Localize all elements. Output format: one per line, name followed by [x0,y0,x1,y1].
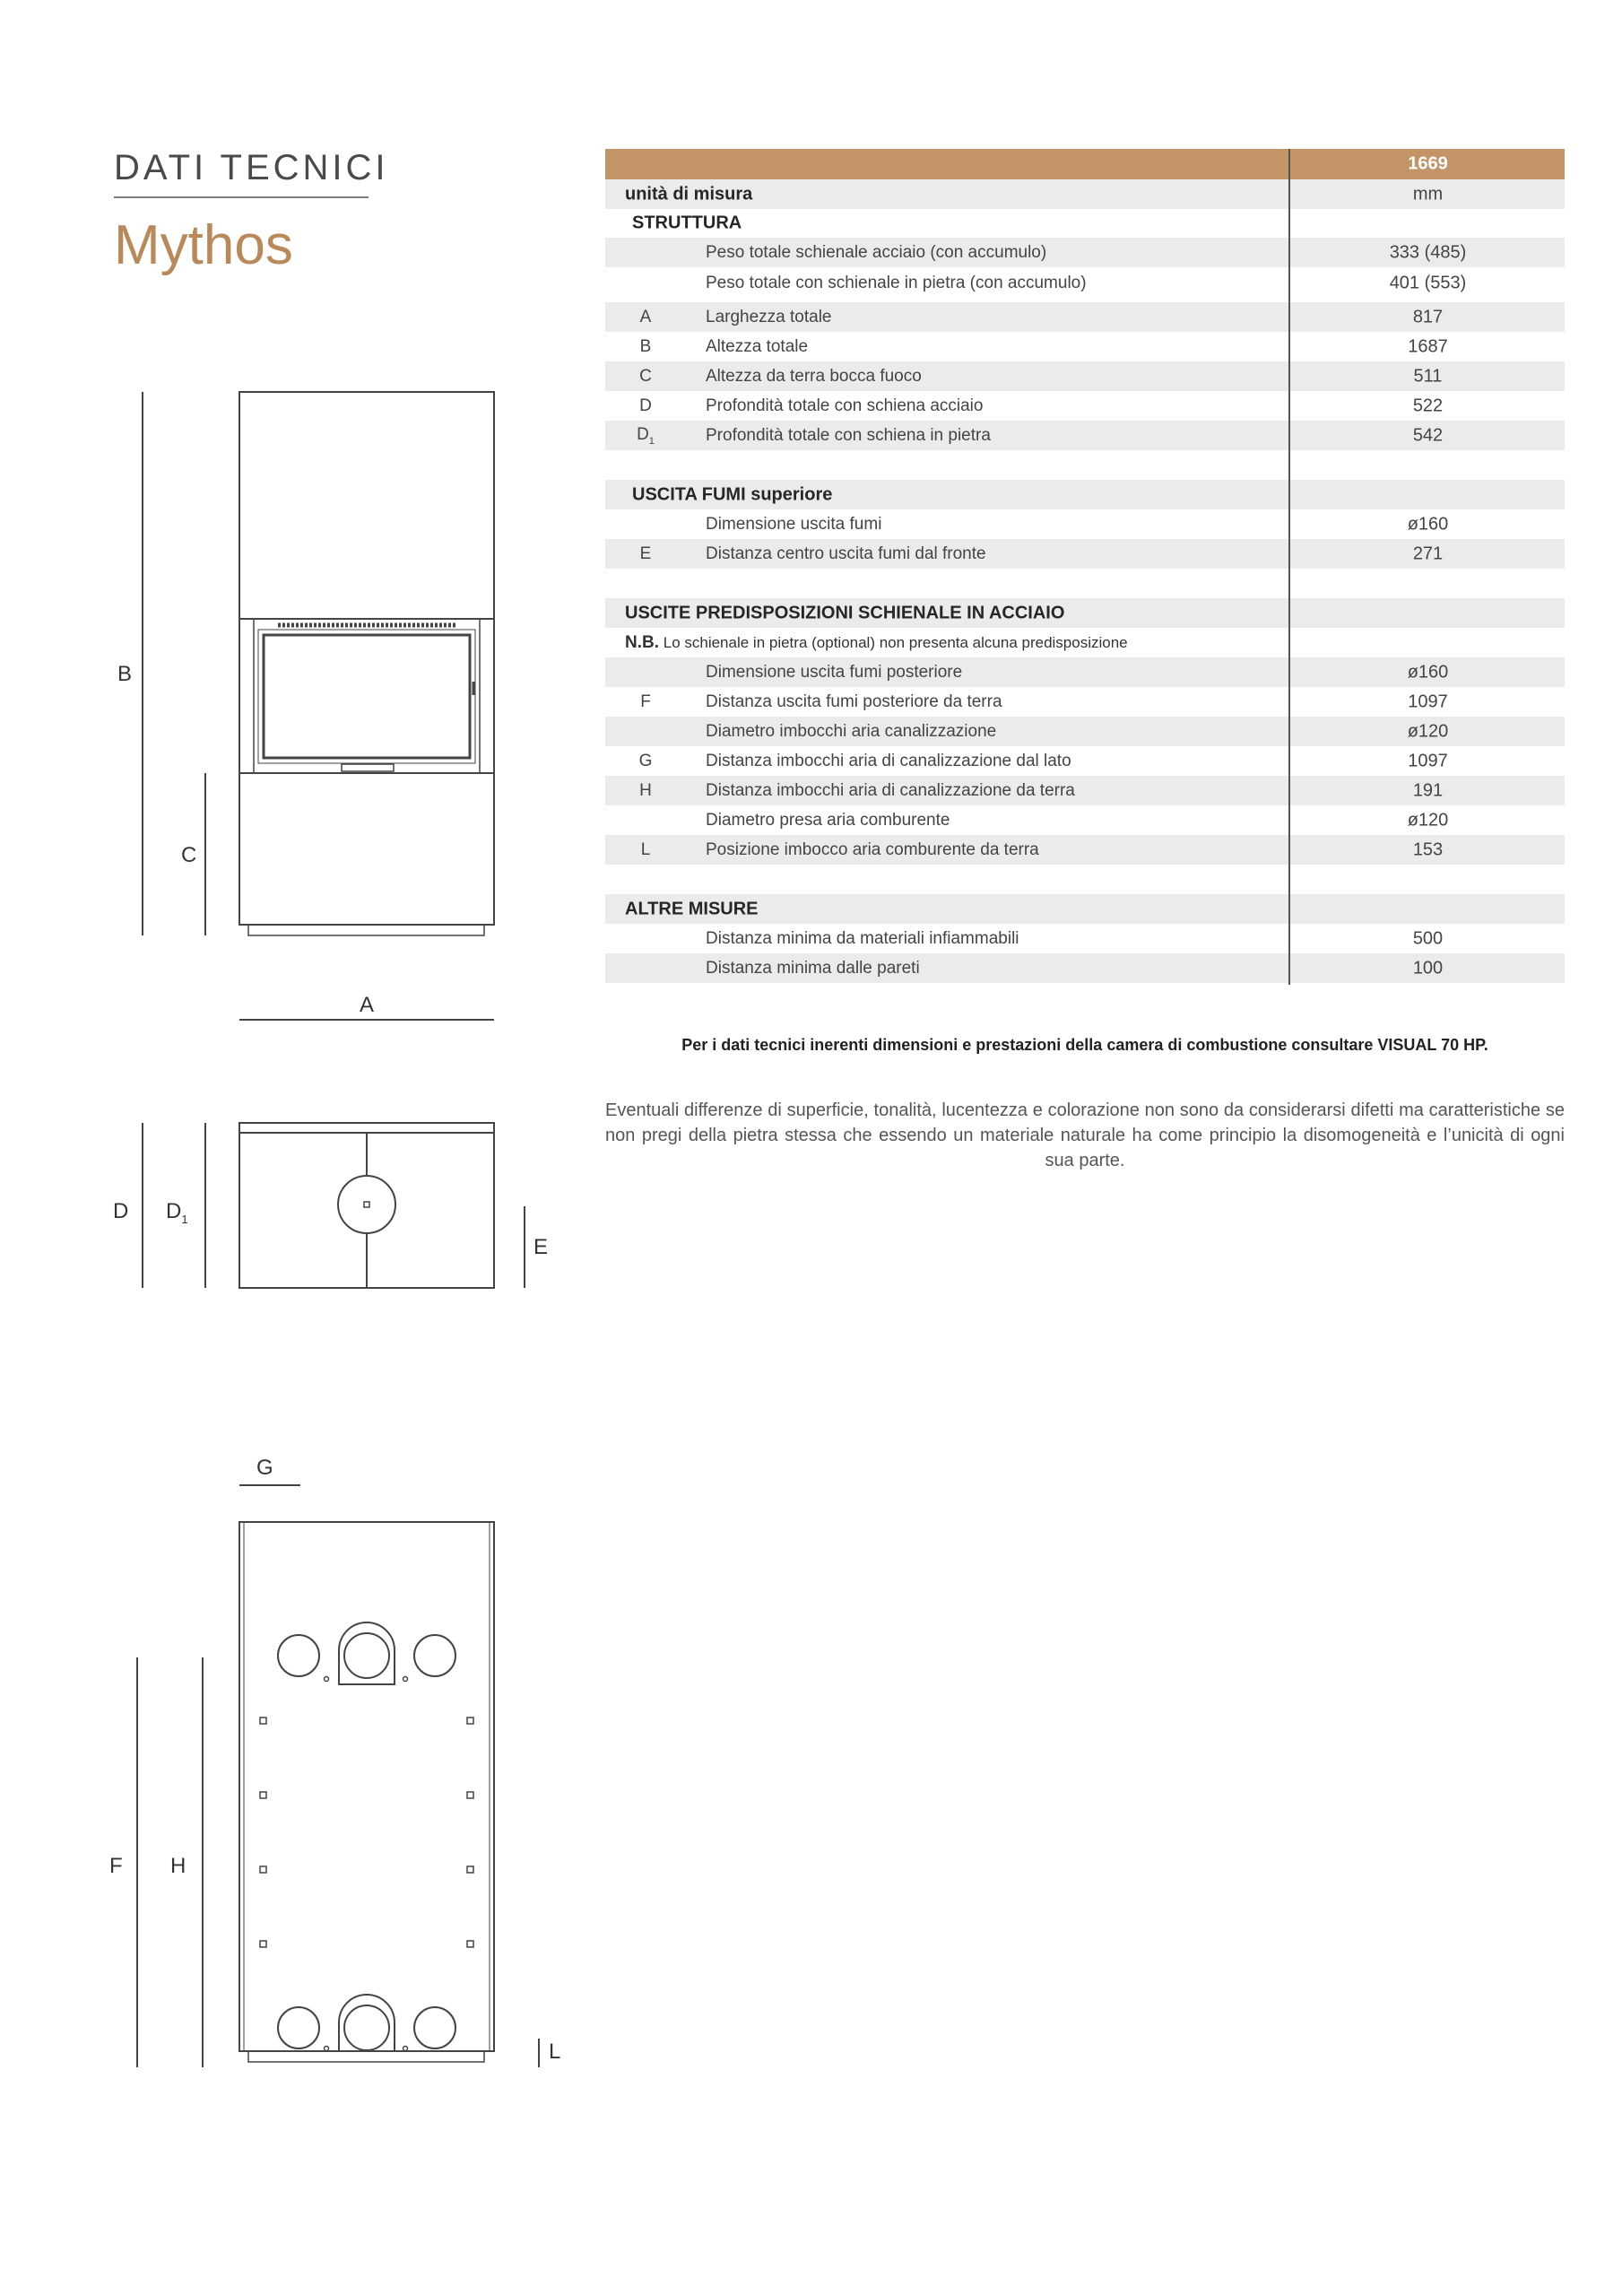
table-row [605,238,1565,267]
section-altre-misure [605,894,1565,924]
row-label: Diametro imbocchi aria canalizzazione [706,721,997,741]
row-label: Distanza centro uscita fumi dal fronte [706,544,986,563]
table-row [605,687,1565,717]
note [625,633,1128,653]
section-title-struttura: STRUTTURA [632,213,742,232]
row-value: 542 [1412,425,1444,445]
section-title-uscite-predisposizioni: USCITE PREDISPOSIZIONI SCHIENALE IN ACCIAIO [625,603,1065,622]
row-label: Distanza imbocchi aria di canalizzazione da terra [706,780,1075,800]
row-label: Distanza imbocchi aria di canalizzazione dal lato [706,751,1071,770]
row-code-d1: $D_1$ [637,424,655,447]
row-label: Diametro presa aria comburente [706,810,950,830]
row-value: 401 (553) [1389,273,1467,292]
footnote: Per i dati tecnici inerenti dimensioni e prestazioni della camera di combustione consultare VISUAL 70 HP. [681,1036,1488,1054]
table-row [605,332,1565,361]
section-title: DATI TECNICI [114,148,389,187]
row-value: 1097 [1408,691,1448,711]
unit-value: mm [1412,184,1444,204]
row-value: ø160 [1407,662,1449,682]
section-struttura [605,208,1565,238]
row-value: 1097 [1408,751,1448,770]
table-header-row [605,149,1565,179]
table-row [605,391,1565,421]
spacer-row [605,569,1565,598]
table-row [605,539,1565,569]
row-code: H [639,780,652,800]
row-code: A [639,307,652,326]
row-value: 191 [1412,780,1444,800]
note-row [605,628,1565,657]
row-value: 500 [1412,928,1444,948]
row-value: 333 (485) [1389,242,1467,262]
row-code: L [640,839,651,859]
note-text: Lo schienale in pietra (optional) non presenta alcuna predisposizione [663,633,1128,651]
table-row [605,835,1565,865]
row-code: B [639,336,652,356]
row-code: E [639,544,652,563]
row-code: C [639,366,652,386]
dim-label-l: L [549,2039,561,2064]
dim-label-d: D [113,1199,129,1223]
front-view-outline [239,392,494,925]
row-label: Altezza totale [706,336,809,356]
row-code: G [638,751,653,770]
spacer-row [605,450,1565,480]
row-label: Posizione imbocco aria comburente da terra [706,839,1039,859]
row-value: 511 [1413,366,1443,386]
table-row [605,268,1565,298]
dim-label-b: B [117,662,133,686]
dim-label-g: G [256,1456,273,1480]
dim-label-c: C [181,843,197,867]
row-label: Peso totale con schienale in pietra (con accumulo) [706,273,1087,292]
table-row [605,746,1565,776]
row-label: Larghezza totale [706,307,832,326]
table-row [605,924,1565,953]
section-title-uscita-fumi: USCITA FUMI superiore [632,484,833,504]
table-row [605,509,1565,539]
product-name: Mythos [114,214,293,276]
dim-label-e: E [533,1235,549,1259]
row-label: Profondità totale con schiena acciaio [706,396,984,415]
row-label: Distanza minima dalle pareti [706,958,920,978]
dim-label-h: H [170,1854,186,1878]
spacer-row [605,865,1565,894]
dim-label-d1 [166,1199,188,1226]
row-code: D [639,396,652,415]
row-value: 817 [1412,307,1444,326]
disclaimer-paragraph: Eventuali differenze di superficie, tonalità, lucentezza e colorazione non sono da considerarsi difetti ma caratteristiche se non pregi della pietra stessa che essendo un materiale naturale ha come principio la disomogeneità e l’unicità di ogni sua parte. [605,1100,1565,1170]
table-row [605,657,1565,687]
row-value: ø120 [1407,721,1449,741]
row-label: Dimensione uscita fumi [706,514,882,534]
row-value: 1687 [1408,336,1448,356]
table-row [605,776,1565,805]
section-title-altre-misure: ALTRE MISURE [625,899,759,918]
row-value: ø160 [1407,514,1449,534]
row-label: Dimensione uscita fumi posteriore [706,662,963,682]
table-row [605,302,1565,332]
dim-label-f: F [109,1854,123,1878]
row-label: Altezza da terra bocca fuoco [706,366,922,386]
row-label: Distanza minima da materiali infiammabili [706,928,1019,948]
table-row [605,421,1565,450]
row-value: 271 [1412,544,1444,563]
section-uscita-fumi [605,480,1565,509]
row-label: Peso totale schienale acciaio (con accumulo) [706,242,1047,262]
dim-label-a: A [360,993,375,1017]
row-value: ø120 [1407,810,1449,830]
note-bold: N.B. [625,632,659,652]
unit-label: unità di misura [625,184,753,204]
dim-label-d1-text: $D_1$ [166,1199,188,1226]
row-label: Distanza uscita fumi posteriore da terra [706,691,1002,711]
table-column-divider [1288,149,1290,985]
table-row [605,717,1565,746]
table-row [605,953,1565,983]
table-row [605,805,1565,835]
section-uscite-predisposizioni [605,598,1565,628]
row-label: Profondità totale con schiena in pietra [706,425,991,445]
model-column-header: 1669 [1408,153,1448,174]
table-row [605,361,1565,391]
row-value: 153 [1412,839,1444,859]
unit-row [605,179,1565,209]
row-code: F [640,691,651,711]
row-value: 100 [1412,958,1444,978]
row-value: 522 [1412,396,1444,415]
